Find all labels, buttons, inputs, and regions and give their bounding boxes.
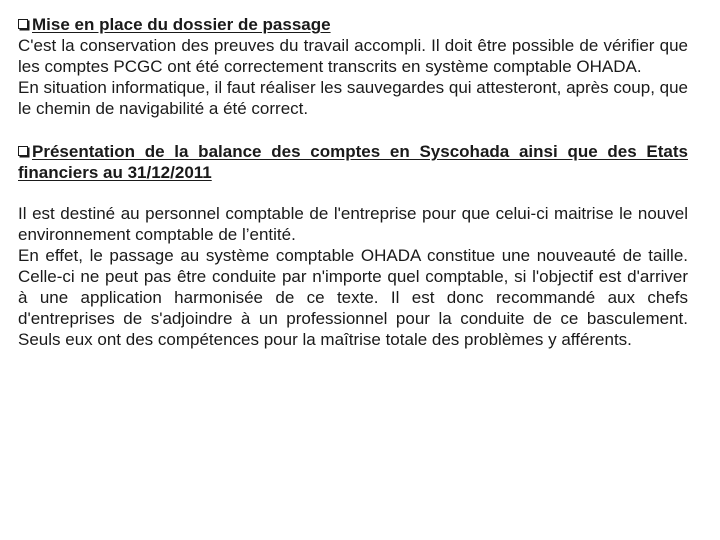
section-dossier-de-passage [18,14,688,119]
checkbox-bullet-icon [18,19,28,29]
section-heading [18,14,688,35]
section-heading-text: Mise en place du dossier de passage [32,15,331,34]
section-body [18,203,688,350]
section-heading-text: Présentation de la balance des comptes en Syscohada ainsi que des Etats financiers au 31/12/2011 [18,142,688,182]
document-page [18,14,688,350]
paragraph: C'est la conservation des preuves du travail accompli. Il doit être possible de vérifier que les comptes PCGC ont été correctement transcrits en système comptable OHADA. [18,36,688,76]
paragraph: Il est destiné au personnel comptable de l'entreprise pour que celui-ci maitrise le nouvel environnement comptable de l’entité. [18,204,688,244]
section-heading [18,141,688,183]
checkbox-bullet-icon [18,146,28,156]
paragraph: En situation informatique, il faut réaliser les sauvegardes qui attesteront, après coup, que le chemin de navigabilité a été correct. [18,78,688,118]
section-balance-syscohada [18,141,688,350]
paragraph: En effet, le passage au système comptable OHADA constitue une nouveauté de taille. Celle-ci ne peut pas être conduite par n'importe quel comptable, si l'objectif est d'arriver à une application harmonisée de ce texte. Il est donc recommandé aux chefs d'entreprises de s'adjoindre à un professionnel pour la conduite de ce basculement. Seuls eux ont des compétences pour la maîtrise totale des problèmes y afférents. [18,246,688,349]
